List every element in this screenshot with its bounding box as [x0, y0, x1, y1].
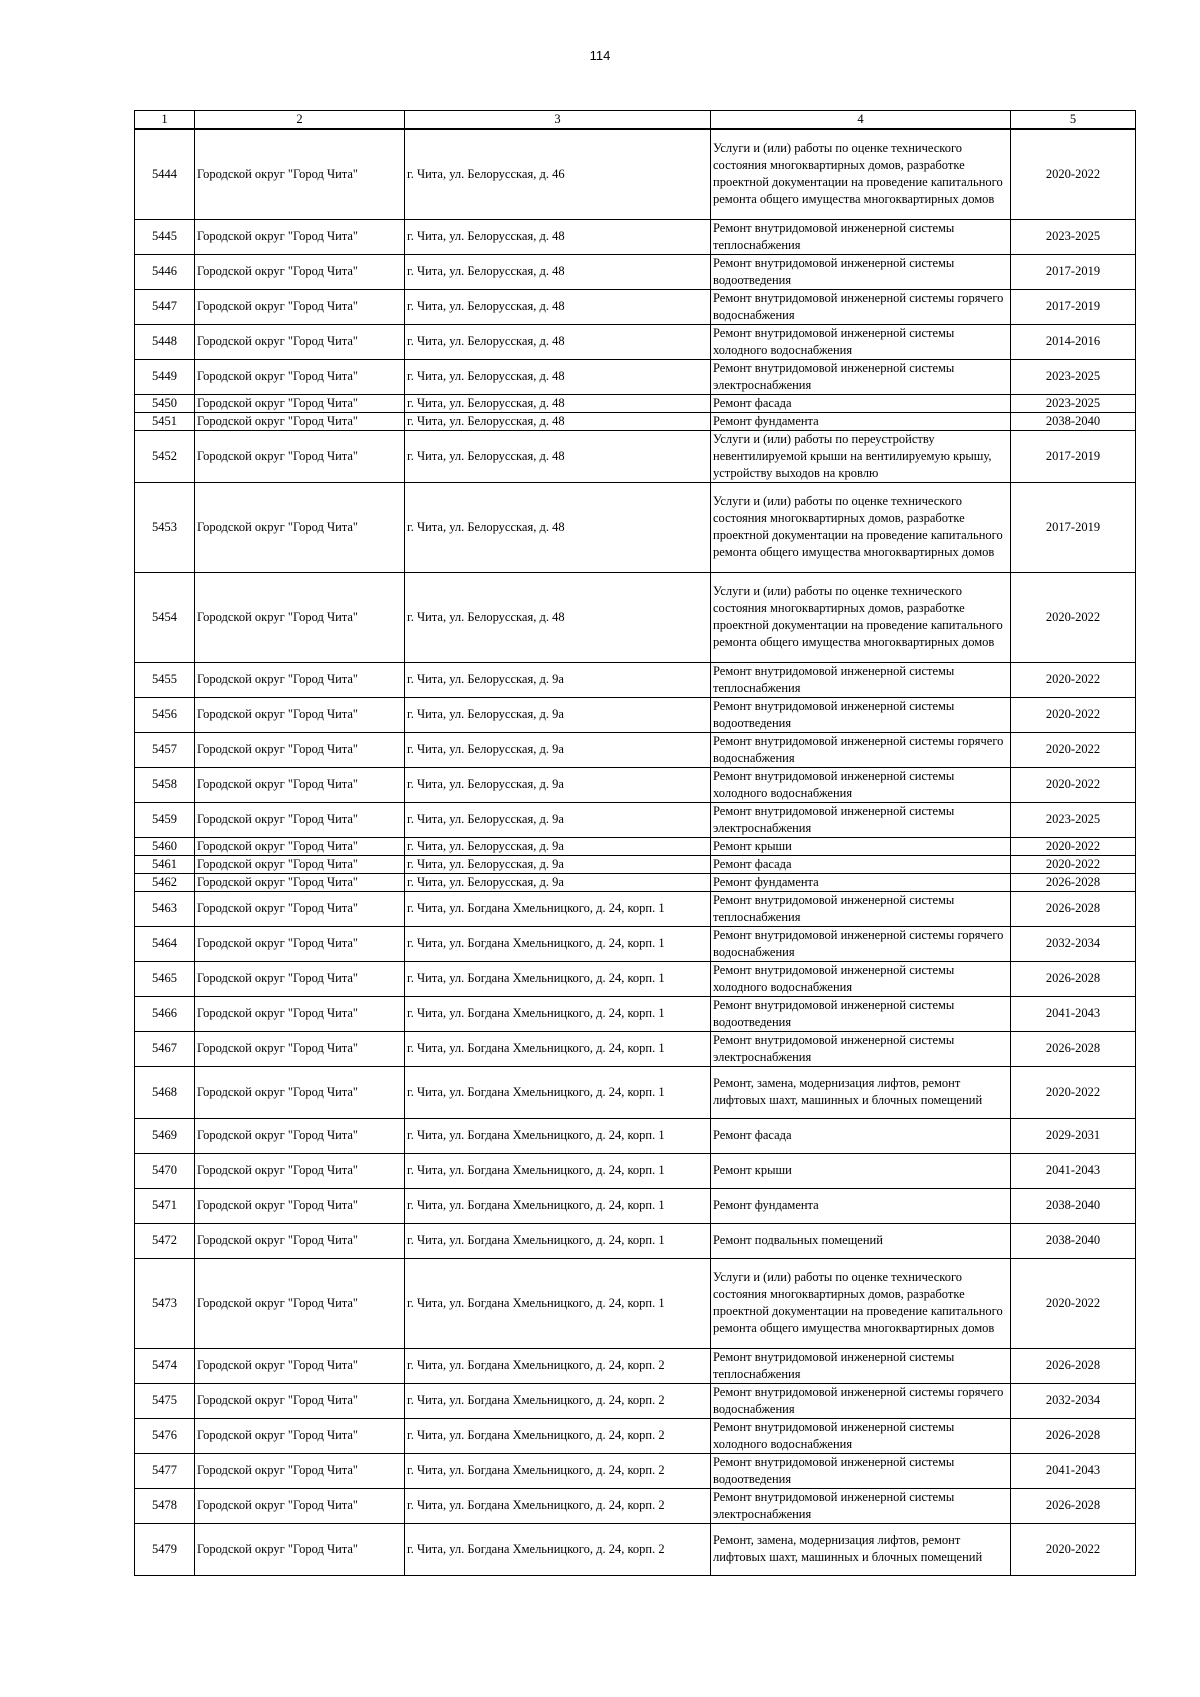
address-cell: г. Чита, ул. Белорусская, д. 46 [405, 129, 711, 219]
address-cell: г. Чита, ул. Белорусская, д. 9а [405, 855, 711, 873]
header-col-5: 5 [1011, 111, 1136, 130]
period-cell: 2038-2040 [1011, 412, 1136, 430]
period-cell: 2032-2034 [1011, 926, 1136, 961]
table-row [135, 1523, 1136, 1575]
row-number-cell: 5452 [135, 430, 195, 482]
work-type-cell: Ремонт фундамента [711, 873, 1011, 891]
municipality-cell: Городской округ "Город Чита" [195, 837, 405, 855]
work-type-cell: Ремонт подвальных помещений [711, 1223, 1011, 1258]
address-cell: г. Чита, ул. Белорусская, д. 48 [405, 430, 711, 482]
work-type-cell: Ремонт внутридомовой инженерной системы теплоснабжения [711, 1348, 1011, 1383]
period-cell: 2020-2022 [1011, 1066, 1136, 1118]
municipality-cell: Городской округ "Город Чита" [195, 961, 405, 996]
table-row [135, 219, 1136, 254]
address-cell: г. Чита, ул. Богдана Хмельницкого, д. 24, корп. 1 [405, 1258, 711, 1348]
period-cell: 2023-2025 [1011, 802, 1136, 837]
period-cell: 2038-2040 [1011, 1223, 1136, 1258]
work-type-cell: Услуги и (или) работы по оценке технического состояния многоквартирных домов, разработке проектной документации на проведение капитального ремонта общего имущества многоквартирных домов [711, 572, 1011, 662]
row-number-cell: 5478 [135, 1488, 195, 1523]
table-row [135, 1031, 1136, 1066]
work-type-cell: Ремонт внутридомовой инженерной системы горячего водоснабжения [711, 926, 1011, 961]
address-cell: г. Чита, ул. Богдана Хмельницкого, д. 24, корп. 2 [405, 1453, 711, 1488]
period-cell: 2026-2028 [1011, 961, 1136, 996]
table-row [135, 289, 1136, 324]
municipality-cell: Городской округ "Город Чита" [195, 873, 405, 891]
work-type-cell: Ремонт внутридомовой инженерной системы холодного водоснабжения [711, 767, 1011, 802]
period-cell: 2023-2025 [1011, 359, 1136, 394]
table-body [135, 129, 1136, 1575]
address-cell: г. Чита, ул. Белорусская, д. 48 [405, 324, 711, 359]
work-type-cell: Ремонт внутридомовой инженерной системы горячего водоснабжения [711, 732, 1011, 767]
work-type-cell: Ремонт внутридомовой инженерной системы электроснабжения [711, 359, 1011, 394]
address-cell: г. Чита, ул. Богдана Хмельницкого, д. 24, корп. 2 [405, 1418, 711, 1453]
municipality-cell: Городской округ "Город Чита" [195, 996, 405, 1031]
table-row [135, 1383, 1136, 1418]
period-cell: 2017-2019 [1011, 289, 1136, 324]
address-cell: г. Чита, ул. Богдана Хмельницкого, д. 24, корп. 1 [405, 1153, 711, 1188]
row-number-cell: 5470 [135, 1153, 195, 1188]
work-type-cell: Услуги и (или) работы по переустройству невентилируемой крыши на вентилируемую крышу, устройству выходов на кровлю [711, 430, 1011, 482]
period-cell: 2020-2022 [1011, 732, 1136, 767]
row-number-cell: 5464 [135, 926, 195, 961]
row-number-cell: 5469 [135, 1118, 195, 1153]
period-cell: 2014-2016 [1011, 324, 1136, 359]
address-cell: г. Чита, ул. Богдана Хмельницкого, д. 24, корп. 1 [405, 996, 711, 1031]
address-cell: г. Чита, ул. Богдана Хмельницкого, д. 24, корп. 1 [405, 1031, 711, 1066]
work-type-cell: Ремонт внутридомовой инженерной системы теплоснабжения [711, 662, 1011, 697]
row-number-cell: 5467 [135, 1031, 195, 1066]
row-number-cell: 5471 [135, 1188, 195, 1223]
period-cell: 2020-2022 [1011, 837, 1136, 855]
header-col-3: 3 [405, 111, 711, 130]
row-number-cell: 5448 [135, 324, 195, 359]
municipality-cell: Городской округ "Город Чита" [195, 1523, 405, 1575]
period-cell: 2020-2022 [1011, 572, 1136, 662]
work-type-cell: Ремонт внутридомовой инженерной системы электроснабжения [711, 1488, 1011, 1523]
municipality-cell: Городской округ "Город Чита" [195, 1488, 405, 1523]
row-number-cell: 5444 [135, 129, 195, 219]
address-cell: г. Чита, ул. Богдана Хмельницкого, д. 24, корп. 1 [405, 1118, 711, 1153]
municipality-cell: Городской округ "Город Чита" [195, 1258, 405, 1348]
address-cell: г. Чита, ул. Богдана Хмельницкого, д. 24, корп. 2 [405, 1488, 711, 1523]
municipality-cell: Городской округ "Город Чита" [195, 254, 405, 289]
table-row [135, 1488, 1136, 1523]
row-number-cell: 5451 [135, 412, 195, 430]
table-row [135, 1453, 1136, 1488]
row-number-cell: 5479 [135, 1523, 195, 1575]
period-cell: 2041-2043 [1011, 996, 1136, 1031]
municipality-cell: Городской округ "Город Чита" [195, 662, 405, 697]
period-cell: 2020-2022 [1011, 662, 1136, 697]
row-number-cell: 5461 [135, 855, 195, 873]
municipality-cell: Городской округ "Город Чита" [195, 1031, 405, 1066]
municipality-cell: Городской округ "Город Чита" [195, 1118, 405, 1153]
municipality-cell: Городской округ "Город Чита" [195, 1453, 405, 1488]
table-row [135, 1418, 1136, 1453]
row-number-cell: 5457 [135, 732, 195, 767]
address-cell: г. Чита, ул. Богдана Хмельницкого, д. 24, корп. 2 [405, 1523, 711, 1575]
work-type-cell: Ремонт, замена, модернизация лифтов, ремонт лифтовых шахт, машинных и блочных помещений [711, 1066, 1011, 1118]
address-cell: г. Чита, ул. Белорусская, д. 48 [405, 289, 711, 324]
row-number-cell: 5474 [135, 1348, 195, 1383]
work-type-cell: Ремонт внутридомовой инженерной системы холодного водоснабжения [711, 324, 1011, 359]
period-cell: 2017-2019 [1011, 482, 1136, 572]
work-type-cell: Ремонт внутридомовой инженерной системы водоотведения [711, 697, 1011, 732]
table-row [135, 1258, 1136, 1348]
row-number-cell: 5475 [135, 1383, 195, 1418]
table-row [135, 1188, 1136, 1223]
municipality-cell: Городской округ "Город Чита" [195, 1188, 405, 1223]
period-cell: 2020-2022 [1011, 697, 1136, 732]
address-cell: г. Чита, ул. Богдана Хмельницкого, д. 24, корп. 1 [405, 1066, 711, 1118]
period-cell: 2020-2022 [1011, 129, 1136, 219]
period-cell: 2026-2028 [1011, 1348, 1136, 1383]
row-number-cell: 5456 [135, 697, 195, 732]
work-type-cell: Ремонт внутридомовой инженерной системы теплоснабжения [711, 219, 1011, 254]
work-type-cell: Ремонт внутридомовой инженерной системы водоотведения [711, 254, 1011, 289]
table-row [135, 324, 1136, 359]
period-cell: 2041-2043 [1011, 1153, 1136, 1188]
table-row [135, 961, 1136, 996]
address-cell: г. Чита, ул. Белорусская, д. 9а [405, 802, 711, 837]
municipality-cell: Городской округ "Город Чита" [195, 926, 405, 961]
address-cell: г. Чита, ул. Богдана Хмельницкого, д. 24, корп. 1 [405, 1188, 711, 1223]
header-col-1: 1 [135, 111, 195, 130]
municipality-cell: Городской округ "Город Чита" [195, 732, 405, 767]
table-row [135, 572, 1136, 662]
period-cell: 2029-2031 [1011, 1118, 1136, 1153]
work-type-cell: Ремонт фасада [711, 855, 1011, 873]
work-type-cell: Ремонт внутридомовой инженерной системы электроснабжения [711, 802, 1011, 837]
table-row [135, 1153, 1136, 1188]
table-row [135, 855, 1136, 873]
address-cell: г. Чита, ул. Белорусская, д. 48 [405, 219, 711, 254]
municipality-cell: Городской округ "Город Чита" [195, 129, 405, 219]
period-cell: 2023-2025 [1011, 394, 1136, 412]
work-type-cell: Ремонт крыши [711, 1153, 1011, 1188]
work-type-cell: Ремонт фасада [711, 1118, 1011, 1153]
period-cell: 2026-2028 [1011, 1031, 1136, 1066]
work-type-cell: Ремонт внутридомовой инженерной системы холодного водоснабжения [711, 1418, 1011, 1453]
page-number: 114 [589, 48, 611, 63]
table-row [135, 1118, 1136, 1153]
work-type-cell: Услуги и (или) работы по оценке технического состояния многоквартирных домов, разработке проектной документации на проведение капитального ремонта общего имущества многоквартирных домов [711, 482, 1011, 572]
municipality-cell: Городской округ "Город Чита" [195, 767, 405, 802]
period-cell: 2026-2028 [1011, 891, 1136, 926]
address-cell: г. Чита, ул. Белорусская, д. 9а [405, 697, 711, 732]
address-cell: г. Чита, ул. Богдана Хмельницкого, д. 24, корп. 1 [405, 891, 711, 926]
work-type-cell: Услуги и (или) работы по оценке технического состояния многоквартирных домов, разработке проектной документации на проведение капитального ремонта общего имущества многоквартирных домов [711, 129, 1011, 219]
municipality-cell: Городской округ "Город Чита" [195, 482, 405, 572]
municipality-cell: Городской округ "Город Чита" [195, 697, 405, 732]
municipality-cell: Городской округ "Город Чита" [195, 1153, 405, 1188]
municipality-cell: Городской округ "Город Чита" [195, 1066, 405, 1118]
address-cell: г. Чита, ул. Белорусская, д. 48 [405, 482, 711, 572]
work-type-cell: Ремонт внутридомовой инженерной системы теплоснабжения [711, 891, 1011, 926]
table-row [135, 1066, 1136, 1118]
table-row [135, 996, 1136, 1031]
header-col-2: 2 [195, 111, 405, 130]
row-number-cell: 5459 [135, 802, 195, 837]
work-type-cell: Ремонт, замена, модернизация лифтов, ремонт лифтовых шахт, машинных и блочных помещений [711, 1523, 1011, 1575]
row-number-cell: 5446 [135, 254, 195, 289]
municipality-cell: Городской округ "Город Чита" [195, 359, 405, 394]
municipality-cell: Городской округ "Город Чита" [195, 412, 405, 430]
row-number-cell: 5445 [135, 219, 195, 254]
table-row [135, 1348, 1136, 1383]
work-type-cell: Ремонт фасада [711, 394, 1011, 412]
row-number-cell: 5460 [135, 837, 195, 855]
address-cell: г. Чита, ул. Белорусская, д. 9а [405, 837, 711, 855]
address-cell: г. Чита, ул. Богдана Хмельницкого, д. 24, корп. 1 [405, 1223, 711, 1258]
address-cell: г. Чита, ул. Белорусская, д. 48 [405, 394, 711, 412]
work-type-cell: Ремонт фундамента [711, 412, 1011, 430]
row-number-cell: 5468 [135, 1066, 195, 1118]
work-type-cell: Услуги и (или) работы по оценке технического состояния многоквартирных домов, разработке проектной документации на проведение капитального ремонта общего имущества многоквартирных домов [711, 1258, 1011, 1348]
row-number-cell: 5466 [135, 996, 195, 1031]
row-number-cell: 5447 [135, 289, 195, 324]
municipality-cell: Городской округ "Город Чита" [195, 289, 405, 324]
municipality-cell: Городской округ "Город Чита" [195, 394, 405, 412]
table-row [135, 254, 1136, 289]
work-type-cell: Ремонт внутридомовой инженерной системы водоотведения [711, 996, 1011, 1031]
municipality-cell: Городской округ "Город Чита" [195, 1418, 405, 1453]
period-cell: 2026-2028 [1011, 873, 1136, 891]
table-row [135, 802, 1136, 837]
table-row [135, 837, 1136, 855]
municipality-cell: Городской округ "Город Чита" [195, 1348, 405, 1383]
address-cell: г. Чита, ул. Богдана Хмельницкого, д. 24, корп. 2 [405, 1383, 711, 1418]
table-row [135, 926, 1136, 961]
address-cell: г. Чита, ул. Богдана Хмельницкого, д. 24, корп. 1 [405, 926, 711, 961]
address-cell: г. Чита, ул. Белорусская, д. 9а [405, 873, 711, 891]
table-row [135, 129, 1136, 219]
row-number-cell: 5455 [135, 662, 195, 697]
work-type-cell: Ремонт внутридомовой инженерной системы горячего водоснабжения [711, 289, 1011, 324]
period-cell: 2041-2043 [1011, 1453, 1136, 1488]
table-header [135, 111, 1136, 130]
table-row [135, 891, 1136, 926]
address-cell: г. Чита, ул. Богдана Хмельницкого, д. 24, корп. 2 [405, 1348, 711, 1383]
period-cell: 2020-2022 [1011, 1258, 1136, 1348]
municipality-cell: Городской округ "Город Чита" [195, 324, 405, 359]
work-type-cell: Ремонт внутридомовой инженерной системы горячего водоснабжения [711, 1383, 1011, 1418]
period-cell: 2032-2034 [1011, 1383, 1136, 1418]
municipality-cell: Городской округ "Город Чита" [195, 1223, 405, 1258]
repair-schedule-table [134, 110, 1136, 1576]
work-type-cell: Ремонт внутридомовой инженерной системы водоотведения [711, 1453, 1011, 1488]
work-type-cell: Ремонт внутридомовой инженерной системы холодного водоснабжения [711, 961, 1011, 996]
row-number-cell: 5463 [135, 891, 195, 926]
table-row [135, 873, 1136, 891]
address-cell: г. Чита, ул. Белорусская, д. 9а [405, 662, 711, 697]
table-row [135, 430, 1136, 482]
address-cell: г. Чита, ул. Белорусская, д. 48 [405, 359, 711, 394]
row-number-cell: 5458 [135, 767, 195, 802]
row-number-cell: 5449 [135, 359, 195, 394]
row-number-cell: 5454 [135, 572, 195, 662]
header-col-4: 4 [711, 111, 1011, 130]
row-number-cell: 5462 [135, 873, 195, 891]
header-row [135, 111, 1136, 130]
period-cell: 2026-2028 [1011, 1418, 1136, 1453]
row-number-cell: 5473 [135, 1258, 195, 1348]
row-number-cell: 5476 [135, 1418, 195, 1453]
table-row [135, 359, 1136, 394]
period-cell: 2020-2022 [1011, 767, 1136, 802]
row-number-cell: 5453 [135, 482, 195, 572]
address-cell: г. Чита, ул. Белорусская, д. 48 [405, 412, 711, 430]
municipality-cell: Городской округ "Город Чита" [195, 855, 405, 873]
address-cell: г. Чита, ул. Белорусская, д. 9а [405, 767, 711, 802]
row-number-cell: 5450 [135, 394, 195, 412]
row-number-cell: 5465 [135, 961, 195, 996]
row-number-cell: 5472 [135, 1223, 195, 1258]
municipality-cell: Городской округ "Город Чита" [195, 430, 405, 482]
address-cell: г. Чита, ул. Белорусская, д. 48 [405, 254, 711, 289]
table-row [135, 732, 1136, 767]
period-cell: 2017-2019 [1011, 254, 1136, 289]
period-cell: 2026-2028 [1011, 1488, 1136, 1523]
row-number-cell: 5477 [135, 1453, 195, 1488]
table-row [135, 394, 1136, 412]
table-row [135, 662, 1136, 697]
address-cell: г. Чита, ул. Белорусская, д. 48 [405, 572, 711, 662]
period-cell: 2038-2040 [1011, 1188, 1136, 1223]
address-cell: г. Чита, ул. Богдана Хмельницкого, д. 24, корп. 1 [405, 961, 711, 996]
work-type-cell: Ремонт внутридомовой инженерной системы электроснабжения [711, 1031, 1011, 1066]
table-row [135, 412, 1136, 430]
municipality-cell: Городской округ "Город Чита" [195, 802, 405, 837]
period-cell: 2020-2022 [1011, 1523, 1136, 1575]
municipality-cell: Городской округ "Город Чита" [195, 891, 405, 926]
table-row [135, 767, 1136, 802]
work-type-cell: Ремонт крыши [711, 837, 1011, 855]
work-type-cell: Ремонт фундамента [711, 1188, 1011, 1223]
address-cell: г. Чита, ул. Белорусская, д. 9а [405, 732, 711, 767]
municipality-cell: Городской округ "Город Чита" [195, 1383, 405, 1418]
municipality-cell: Городской округ "Город Чита" [195, 572, 405, 662]
table-row [135, 1223, 1136, 1258]
municipality-cell: Городской округ "Город Чита" [195, 219, 405, 254]
period-cell: 2023-2025 [1011, 219, 1136, 254]
table-row [135, 482, 1136, 572]
period-cell: 2020-2022 [1011, 855, 1136, 873]
table-row [135, 697, 1136, 732]
period-cell: 2017-2019 [1011, 430, 1136, 482]
